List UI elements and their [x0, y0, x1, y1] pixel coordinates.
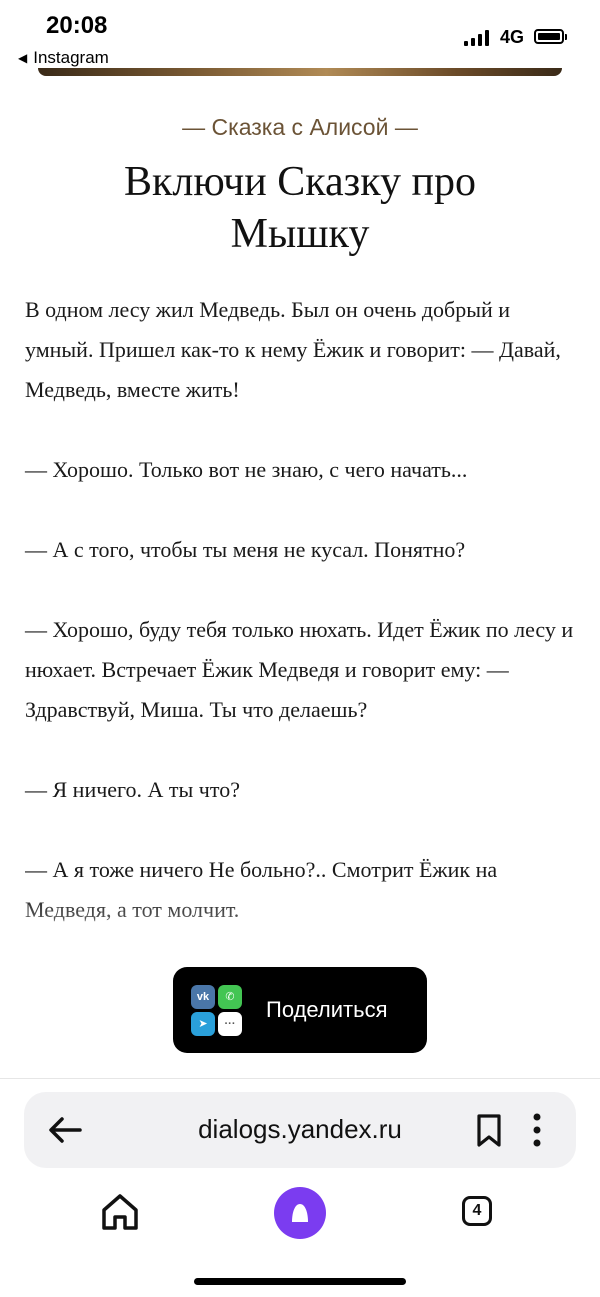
alice-assistant-button[interactable]: [274, 1187, 326, 1239]
article-kicker: — Сказка с Алисой —: [182, 114, 418, 140]
share-icons: [191, 985, 242, 1036]
more-vertical-icon[interactable]: [530, 1112, 544, 1153]
back-to-app-link[interactable]: [18, 48, 109, 68]
signal-icon: [464, 30, 489, 46]
status-bar: [0, 0, 600, 72]
hero-image: [38, 68, 562, 76]
vk-icon: vk: [191, 985, 215, 1009]
story-paragraph: — А я тоже ничего Не больно?.. Смотрит Ёжик на Медведя, а тот молчит.: [25, 850, 580, 930]
share-button[interactable]: [173, 967, 427, 1053]
story-paragraph: — Я ничего. А ты что?: [25, 777, 240, 802]
home-icon[interactable]: [98, 1190, 142, 1239]
telegram-icon: ➤: [191, 1012, 215, 1036]
share-label: Поделиться: [266, 997, 388, 1022]
address-bar[interactable]: [24, 1092, 576, 1168]
article-title: Включи Сказку про Мышку: [123, 159, 477, 257]
battery-icon: [534, 29, 564, 44]
more-icon: ···: [218, 1012, 242, 1036]
story-paragraph: В одном лесу жил Медведь. Был он очень добрый и умный. Пришел как-то к нему Ёжик и говорит: — Давай, Медведь, вместе жить!: [25, 297, 561, 402]
whatsapp-icon: ✆: [218, 985, 242, 1009]
story-paragraph: — Хорошо, буду тебя только нюхать. Идет Ёжик по лесу и нюхает. Встречает Ёжик Медведя и говорит ему: — Здравствуй, Миша. Ты что делаешь?: [25, 617, 574, 722]
bookmark-icon[interactable]: [476, 1114, 502, 1153]
story-paragraph: — Хорошо. Только вот не знаю, с чего начать...: [25, 457, 468, 482]
home-indicator[interactable]: [194, 1278, 406, 1285]
back-triangle-icon: ◀: [18, 51, 28, 65]
alice-icon: [288, 1200, 312, 1226]
story-text: [25, 290, 580, 970]
network-type: 4G: [500, 27, 525, 47]
status-time: 20:08: [46, 12, 108, 39]
bottom-navigation: [0, 1182, 600, 1252]
url-text[interactable]: dialogs.yandex.ru: [198, 1114, 402, 1144]
back-arrow-icon[interactable]: [46, 1112, 84, 1153]
toolbar-divider: [0, 1078, 600, 1079]
story-paragraph: — А с того, чтобы ты меня не кусал. Понятно?: [25, 537, 466, 562]
back-app-label: Instagram: [33, 48, 109, 67]
tabs-button[interactable]: 4: [462, 1196, 492, 1226]
